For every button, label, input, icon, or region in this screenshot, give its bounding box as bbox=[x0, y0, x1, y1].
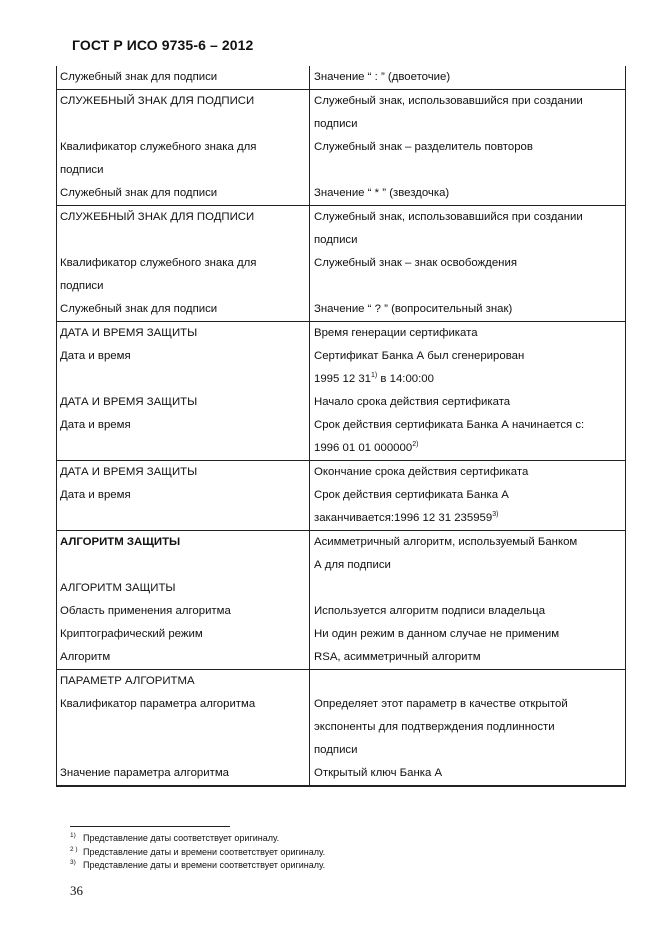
table-line bbox=[56, 113, 626, 136]
field-value-cell: Значение “ * ” (звездочка) bbox=[314, 187, 450, 199]
table-line bbox=[56, 484, 626, 507]
value-text: заканчивается:1996 12 31 235959 bbox=[314, 512, 493, 524]
table-line bbox=[56, 762, 626, 785]
value-text-continued: в 14:00:00 bbox=[377, 373, 434, 385]
field-name-cell: ДАТА И ВРЕМЯ ЗАЩИТЫ bbox=[60, 327, 198, 339]
table-row bbox=[56, 460, 626, 530]
footnote-reference: 3) bbox=[492, 511, 499, 519]
field-value-cell: Срок действия сертификата Банка А bbox=[314, 489, 509, 501]
field-value-cell: Определяет этот параметр в качестве открытой bbox=[314, 698, 568, 710]
field-value-cell bbox=[308, 437, 626, 460]
field-name-cell: Дата и время bbox=[60, 419, 131, 431]
table-line bbox=[56, 577, 626, 600]
table-line bbox=[56, 275, 626, 298]
field-value-cell: Служебный знак, использовавшийся при создании bbox=[314, 95, 583, 107]
field-name-cell: Дата и время bbox=[60, 350, 131, 362]
field-name-cell bbox=[56, 554, 308, 577]
page-number: 36 bbox=[70, 883, 83, 898]
field-value-cell bbox=[308, 577, 626, 600]
field-value-cell bbox=[308, 275, 626, 298]
field-value-cell: Сертификат Банка А был сгенерирован bbox=[314, 350, 525, 362]
field-name-cell: СЛУЖЕБНЫЙ ЗНАК ДЛЯ ПОДПИСИ bbox=[60, 95, 255, 107]
field-value-cell: А для подписи bbox=[314, 559, 391, 571]
field-value-cell: Срок действия сертификата Банка А начинается с: bbox=[314, 419, 585, 431]
field-value-cell: подписи bbox=[314, 118, 358, 130]
field-name-cell: Криптографический режим bbox=[60, 628, 203, 640]
field-value-cell: экспоненты для подтверждения подлинности bbox=[314, 721, 555, 733]
footnote-text: Представление даты и времени соответствует оригиналу. bbox=[83, 847, 326, 857]
field-name-cell: Служебный знак для подписи bbox=[60, 71, 218, 83]
field-value-cell: Асимметричный алгоритм, используемый Банком bbox=[314, 536, 578, 548]
table-line bbox=[56, 414, 626, 437]
field-name-cell: АЛГОРИТМ ЗАЩИТЫ bbox=[60, 582, 176, 594]
field-value-cell bbox=[308, 368, 626, 391]
footnote-1 bbox=[70, 832, 279, 844]
field-name-cell: Дата и время bbox=[60, 489, 131, 501]
field-value-cell: Служебный знак, использовавшийся при создании bbox=[314, 211, 583, 223]
field-name-cell: Служебный знак для подписи bbox=[60, 303, 218, 315]
table-line bbox=[56, 322, 626, 345]
field-value-cell: Открытый ключ Банка А bbox=[314, 767, 443, 779]
table-line bbox=[56, 693, 626, 716]
field-name-cell bbox=[56, 229, 308, 252]
table-line bbox=[56, 507, 626, 530]
table-line bbox=[56, 623, 626, 646]
table-line bbox=[56, 646, 626, 669]
field-name-cell bbox=[56, 739, 308, 762]
document-title: ГОСТ Р ИСО 9735-6 – 2012 bbox=[72, 37, 254, 53]
field-name-cell: ПАРАМЕТР АЛГОРИТМА bbox=[60, 675, 195, 687]
table-row bbox=[56, 205, 626, 321]
field-value-cell: подписи bbox=[314, 234, 358, 246]
table-line bbox=[56, 90, 626, 113]
field-name-cell bbox=[56, 507, 308, 530]
field-value-cell: Значение “ : ” (двоеточие) bbox=[314, 71, 451, 83]
field-name-cell: Квалификатор параметра алгоритма bbox=[60, 698, 256, 710]
field-value-cell bbox=[308, 507, 626, 530]
data-table bbox=[56, 66, 626, 787]
table-line bbox=[56, 136, 626, 159]
footnote-reference: 2) bbox=[412, 441, 419, 449]
table-line bbox=[56, 739, 626, 762]
footnote-reference: 1) bbox=[371, 372, 378, 380]
field-name-cell: Служебный знак для подписи bbox=[60, 187, 218, 199]
table-line bbox=[56, 182, 626, 205]
table-line bbox=[56, 716, 626, 739]
table-line bbox=[56, 554, 626, 577]
field-name-cell: Квалификатор служебного знака для bbox=[60, 141, 257, 153]
field-value-cell bbox=[308, 670, 626, 693]
footnote-text: Представление даты соответствует оригиналу. bbox=[83, 833, 280, 843]
table-line bbox=[56, 531, 626, 554]
table-row bbox=[56, 530, 626, 669]
footnote-separator bbox=[70, 826, 230, 827]
field-name-cell bbox=[56, 113, 308, 136]
field-value-cell: Служебный знак – разделитель повторов bbox=[314, 141, 533, 153]
field-value-cell: Служебный знак – знак освобождения bbox=[314, 257, 517, 269]
footnote-mark: 1) bbox=[70, 832, 76, 839]
field-value-cell: Окончание срока действия сертификата bbox=[314, 466, 529, 478]
table-line bbox=[56, 391, 626, 414]
field-value-cell: Используется алгоритм подписи владельца bbox=[314, 605, 546, 617]
table-row bbox=[56, 66, 626, 89]
table-line bbox=[56, 159, 626, 182]
field-value-cell: подписи bbox=[314, 744, 358, 756]
footnote-mark: 2 ) bbox=[70, 846, 78, 853]
footnote-text: Представление даты и времени соответствует оригиналу. bbox=[83, 860, 326, 870]
table-line bbox=[56, 461, 626, 484]
field-name-cell: Значение параметра алгоритма bbox=[60, 767, 229, 779]
value-text: 1996 01 01 000000 bbox=[314, 442, 413, 454]
field-name-cell: ДАТА И ВРЕМЯ ЗАЩИТЫ bbox=[60, 466, 198, 478]
footnote-2 bbox=[70, 846, 325, 858]
value-text: 1995 12 31 bbox=[314, 373, 372, 385]
field-name-cell: подписи bbox=[60, 280, 104, 292]
field-value-cell: RSA, асимметричный алгоритм bbox=[314, 651, 481, 663]
field-value-cell: Значение “ ? ” (вопросительный знак) bbox=[314, 303, 513, 315]
table-line bbox=[56, 298, 626, 321]
footnote-3 bbox=[70, 859, 325, 871]
field-value-cell: Время генерации сертификата bbox=[314, 327, 478, 339]
field-name-cell: Квалификатор служебного знака для bbox=[60, 257, 257, 269]
field-value-cell: Ни один режим в данном случае не применим bbox=[314, 628, 560, 640]
field-name-cell bbox=[56, 368, 308, 391]
field-value-cell bbox=[308, 159, 626, 182]
table-line bbox=[56, 670, 626, 693]
field-name-cell: подписи bbox=[60, 164, 104, 176]
table-row bbox=[56, 669, 626, 787]
table-line bbox=[56, 252, 626, 275]
field-name-cell: СЛУЖЕБНЫЙ ЗНАК ДЛЯ ПОДПИСИ bbox=[60, 211, 255, 223]
table-line bbox=[56, 206, 626, 229]
field-name-cell: ДАТА И ВРЕМЯ ЗАЩИТЫ bbox=[60, 396, 198, 408]
table-line bbox=[56, 66, 626, 89]
table-line bbox=[56, 600, 626, 623]
table-row bbox=[56, 89, 626, 205]
field-name-cell bbox=[56, 437, 308, 460]
table-line bbox=[56, 368, 626, 391]
table-line bbox=[56, 437, 626, 460]
table-line bbox=[56, 229, 626, 252]
field-name-cell: Область применения алгоритма bbox=[60, 605, 231, 617]
field-name-cell bbox=[56, 716, 308, 739]
field-name-cell: Алгоритм bbox=[60, 651, 111, 663]
table-line bbox=[56, 345, 626, 368]
field-value-cell: Начало срока действия сертификата bbox=[314, 396, 511, 408]
footnote-mark: 3) bbox=[70, 859, 76, 866]
field-name-cell: АЛГОРИТМ ЗАЩИТЫ bbox=[60, 536, 181, 548]
table-row bbox=[56, 321, 626, 460]
